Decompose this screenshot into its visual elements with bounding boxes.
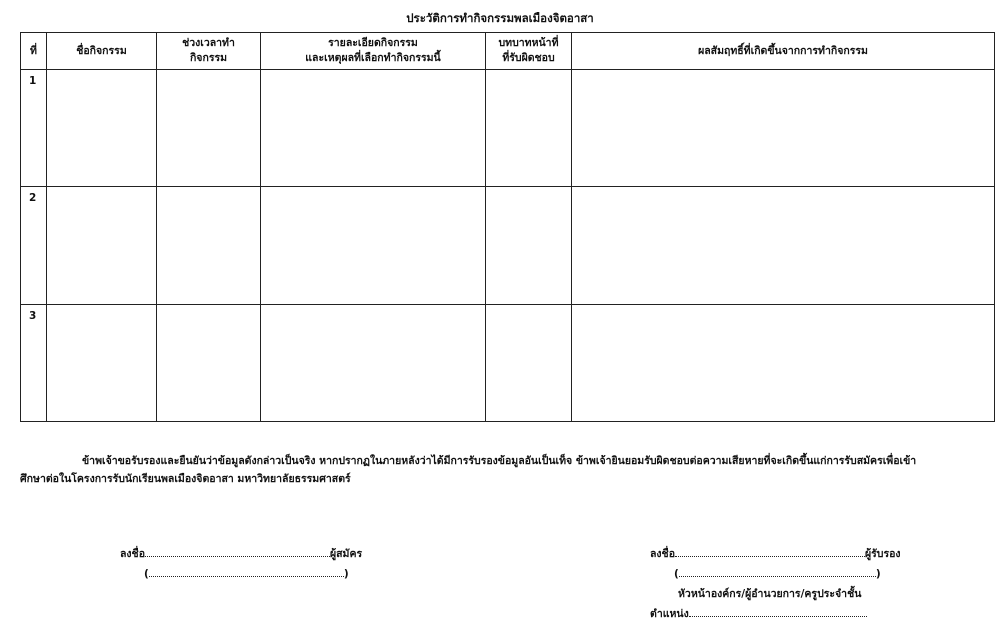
row-number: 1	[21, 70, 47, 187]
outcome-cell[interactable]	[572, 187, 995, 304]
activity-name-cell[interactable]	[47, 70, 157, 187]
details-cell[interactable]	[261, 304, 486, 421]
table-row	[21, 187, 995, 304]
column-header-details: รายละเอียดกิจกรรม และเหตุผลที่เลือกทำกิจกรรมนี้	[261, 33, 486, 70]
period-cell[interactable]	[157, 187, 261, 304]
details-cell[interactable]	[261, 70, 486, 187]
certifier-role-label: ผู้รับรอง	[865, 548, 901, 560]
column-header-no: ที่	[21, 33, 47, 70]
certifier-paren-open: (	[674, 568, 679, 580]
outcome-cell[interactable]	[572, 70, 995, 187]
column-header-activity-name: ชื่อกิจกรรม	[47, 33, 157, 70]
applicant-paren-close: )	[343, 568, 349, 580]
row-number: 3	[21, 304, 47, 421]
form-title: ประวัติการทำกิจกรรมพลเมืองจิตอาสา	[406, 11, 594, 25]
role-cell[interactable]	[486, 70, 572, 187]
certifier-paren-close: )	[875, 568, 881, 580]
position-label: ตำแหน่ง	[650, 608, 689, 620]
certifier-title-line: หัวหน้าองค์กร/ผู้อำนวยการ/ครูประจำชั้น	[678, 588, 862, 600]
column-header-outcome: ผลสัมฤทธิ์ที่เกิดขึ้นจากการทำกิจกรรม	[572, 33, 995, 70]
table-header-row	[21, 33, 995, 70]
applicant-sign-label: ลงชื่อ	[120, 548, 145, 560]
role-cell[interactable]	[486, 304, 572, 421]
certifier-signature-line[interactable]	[675, 544, 865, 557]
applicant-signature-block	[120, 544, 362, 584]
period-cell[interactable]	[157, 304, 261, 421]
certification-statement	[20, 452, 970, 488]
certifier-name-line[interactable]	[679, 564, 876, 577]
row-number: 2	[21, 187, 47, 304]
details-cell[interactable]	[261, 187, 486, 304]
applicant-name-line[interactable]	[149, 564, 344, 577]
applicant-paren-open: (	[144, 568, 149, 580]
certifier-sign-label: ลงชื่อ	[650, 548, 675, 560]
certification-line-2: ศึกษาต่อในโครงการรับนักเรียนพลเมืองจิตอาสา มหาวิทยาลัยธรรมศาสตร์	[20, 473, 351, 485]
activity-name-cell[interactable]	[47, 187, 157, 304]
activity-history-table	[20, 32, 995, 422]
period-cell[interactable]	[157, 70, 261, 187]
column-header-role: บทบาทหน้าที่ ที่รับผิดชอบ	[486, 33, 572, 70]
applicant-signature-line[interactable]	[145, 544, 330, 557]
role-cell[interactable]	[486, 187, 572, 304]
table-row	[21, 304, 995, 421]
table-row	[21, 70, 995, 187]
applicant-role-label: ผู้สมัคร	[330, 548, 363, 560]
activity-name-cell[interactable]	[47, 304, 157, 421]
certifier-signature-block	[650, 544, 901, 624]
position-line[interactable]	[689, 604, 867, 617]
outcome-cell[interactable]	[572, 304, 995, 421]
certification-line-1: ข้าพเจ้าขอรับรองและยืนยันว่าข้อมูลดังกล่าวเป็นจริง หากปรากฏในภายหลังว่าได้มีการรับรองข้อมูลอันเป็นเท็จ ข้าพเจ้ายินยอมรับผิดชอบต่อความเสียหายที่จะเกิดขึ้นแก่การรับสมัครเพื่อเข้า	[82, 455, 917, 467]
column-header-period: ช่วงเวลาทำ กิจกรรม	[157, 33, 261, 70]
